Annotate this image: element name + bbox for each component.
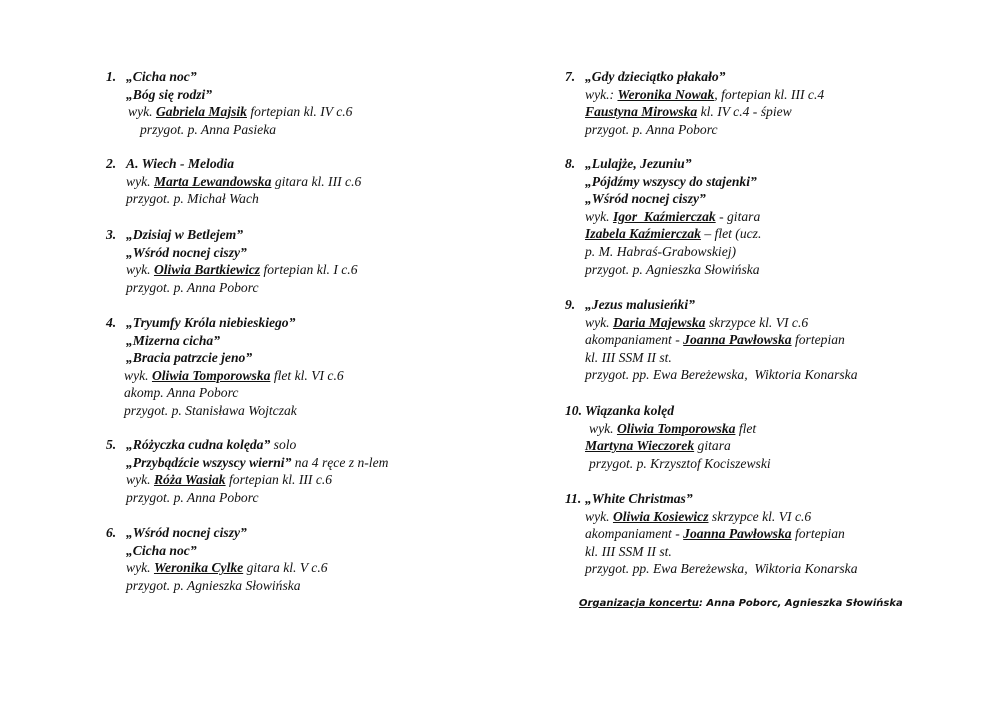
- item-title-line: „Przybądźcie wszyscy wierni” na 4 ręce z n-lem: [126, 454, 389, 470]
- performer-name: Oliwia Kosiewicz: [612, 508, 709, 524]
- performer-name: Daria Majewska: [612, 314, 706, 330]
- teacher-line: przygot. p. Anna Poborc: [585, 121, 718, 137]
- item-title: „White Christmas”: [585, 491, 693, 506]
- program-item-11: [565, 490, 858, 578]
- teacher-line: przygot. pp. Ewa Bereżewska, Wiktoria Konarska: [585, 367, 858, 383]
- organizers-names: : Anna Poborc, Agnieszka Słowińska: [698, 598, 903, 609]
- accompanist-name: Joanna Pawłowska: [683, 332, 792, 348]
- item-number: 5.: [106, 437, 117, 452]
- performer-line: wyk. Oliwia Tomporowska flet kl. VI c.6: [124, 367, 344, 383]
- program-item-9: [565, 296, 858, 384]
- performer-line: wyk. Oliwia Kosiewicz skrzypce kl. VI c.6: [585, 508, 812, 524]
- item-title: „Bracia patrzcie jeno”: [126, 350, 253, 366]
- accompanist-name: Joanna Pawłowska: [683, 526, 792, 542]
- program-item-7: [565, 68, 824, 138]
- item-number: 7.: [565, 69, 576, 84]
- item-title-line: „Różyczka cudna kolęda” solo: [126, 437, 297, 452]
- performer-line: Izabela Kaźmierczak – flet (ucz.: [585, 226, 762, 242]
- performer-line: wyk. Róża Wasiak fortepian kl. III c.6: [126, 472, 333, 488]
- program-item-8: [565, 155, 761, 278]
- teacher-line: przygot. p. Agnieszka Słowińska: [126, 577, 301, 593]
- teacher-line: przygot. p. Stanisława Wojtczak: [124, 402, 297, 418]
- accompanist-class: kl. III SSM II st.: [585, 349, 672, 365]
- performer-line: Faustyna Mirowska kl. IV c.4 - śpiew: [585, 104, 792, 120]
- item-number: 9.: [565, 297, 576, 312]
- teacher-line: przygot. p. Michał Wach: [126, 191, 259, 207]
- program-item-1: [106, 68, 352, 138]
- performer-note: p. M. Habraś-Grabowskiej): [585, 243, 737, 259]
- item-title: „Jezus malusieńki”: [585, 297, 695, 312]
- item-title: „Wśród nocnej ciszy”: [126, 525, 247, 540]
- performer-line: Martyna Wieczorek gitara: [585, 438, 731, 454]
- performer-line: wyk. Oliwia Bartkiewicz fortepian kl. I c.6: [126, 262, 358, 278]
- performer-name: Róża Wasiak: [153, 472, 226, 488]
- performer-name: Faustyna Mirowska: [585, 104, 698, 120]
- item-title: „Lulajże, Jezuniu”: [585, 156, 692, 171]
- program-item-2: [106, 155, 361, 208]
- item-number: 11.: [565, 491, 582, 506]
- organizers-footer: [579, 598, 903, 609]
- performer-name: Martyna Wieczorek: [585, 438, 695, 454]
- performer-line: wyk. Marta Lewandowska gitara kl. III c.6: [126, 173, 362, 189]
- item-number: 2.: [106, 156, 117, 171]
- item-number: 1.: [106, 69, 117, 84]
- item-title: „Cicha noc”: [126, 542, 197, 558]
- program-item-3: [106, 226, 358, 296]
- teacher-line: przygot. pp. Ewa Bereżewska, Wiktoria Konarska: [585, 561, 858, 577]
- performer-name: Oliwia Bartkiewicz: [153, 262, 261, 278]
- program-item-10: [565, 402, 771, 472]
- performer-line: wyk. Gabriela Majsik fortepian kl. IV c.6: [128, 104, 353, 120]
- item-title: „Wśród nocnej ciszy”: [585, 191, 706, 207]
- item-title: „Tryumfy Króla niebieskiego”: [126, 315, 296, 330]
- accompaniment-line: akompaniament - Joanna Pawłowska fortepian: [585, 526, 845, 542]
- performer-name: Marta Lewandowska: [153, 173, 272, 189]
- performer-name: Weronika Nowak: [617, 86, 715, 102]
- teacher-line: przygot. p. Agnieszka Słowińska: [585, 261, 760, 277]
- item-title: „Pójdźmy wszyscy do stajenki”: [585, 173, 757, 189]
- teacher-line: przygot. p. Anna Pasieka: [140, 121, 277, 137]
- performer-name: Oliwia Tomporowska: [616, 420, 736, 436]
- item-title: „Cicha noc”: [126, 69, 197, 84]
- organizers-label: Organizacja koncertu: [579, 598, 699, 609]
- performer-line: wyk. Igor Kaźmierczak - gitara: [585, 208, 761, 224]
- item-title: „Gdy dzieciątko płakało”: [585, 69, 726, 84]
- item-number: 4.: [106, 315, 117, 330]
- performer-line: wyk.: Weronika Nowak, fortepian kl. III c.4: [585, 86, 825, 102]
- performer-line: wyk. Daria Majewska skrzypce kl. VI c.6: [585, 314, 809, 330]
- accompaniment-line: akompaniament - Joanna Pawłowska fortepian: [585, 332, 845, 348]
- performer-line: wyk. Weronika Cylke gitara kl. V c.6: [126, 560, 328, 576]
- teacher-line: przygot. p. Krzysztof Kociszewski: [589, 455, 771, 471]
- performer-name: Igor Kaźmierczak: [612, 208, 716, 224]
- item-number: 8.: [565, 156, 576, 171]
- item-title: „Bóg się rodzi”: [126, 86, 213, 102]
- performer-name: Weronika Cylke: [153, 560, 244, 576]
- program-item-5: [106, 436, 388, 506]
- item-title: A. Wiech - Melodia: [126, 156, 234, 171]
- teacher-line: przygot. p. Anna Poborc: [126, 279, 259, 295]
- item-title: „Wśród nocnej ciszy”: [126, 244, 247, 260]
- teacher-line: przygot. p. Anna Poborc: [126, 489, 259, 505]
- accompanist-class: kl. III SSM II st.: [585, 543, 672, 559]
- item-number: 3.: [106, 227, 117, 242]
- performer-name: Gabriela Majsik: [155, 104, 247, 120]
- performer-line: wyk. Oliwia Tomporowska flet: [589, 420, 757, 436]
- program-item-4: [106, 314, 344, 420]
- item-title: „Dzisiaj w Betlejem”: [126, 227, 244, 242]
- performer-name: Oliwia Tomporowska: [151, 367, 271, 383]
- item-title: „Mizerna cicha”: [126, 332, 221, 348]
- accompaniment-line: akomp. Anna Poborc: [124, 385, 239, 401]
- performer-name: Izabela Kaźmierczak: [585, 226, 701, 242]
- item-number: 6.: [106, 525, 117, 540]
- program-item-6: [106, 524, 328, 594]
- item-title: Wiązanka kolęd: [585, 403, 674, 418]
- item-number: 10.: [565, 403, 582, 418]
